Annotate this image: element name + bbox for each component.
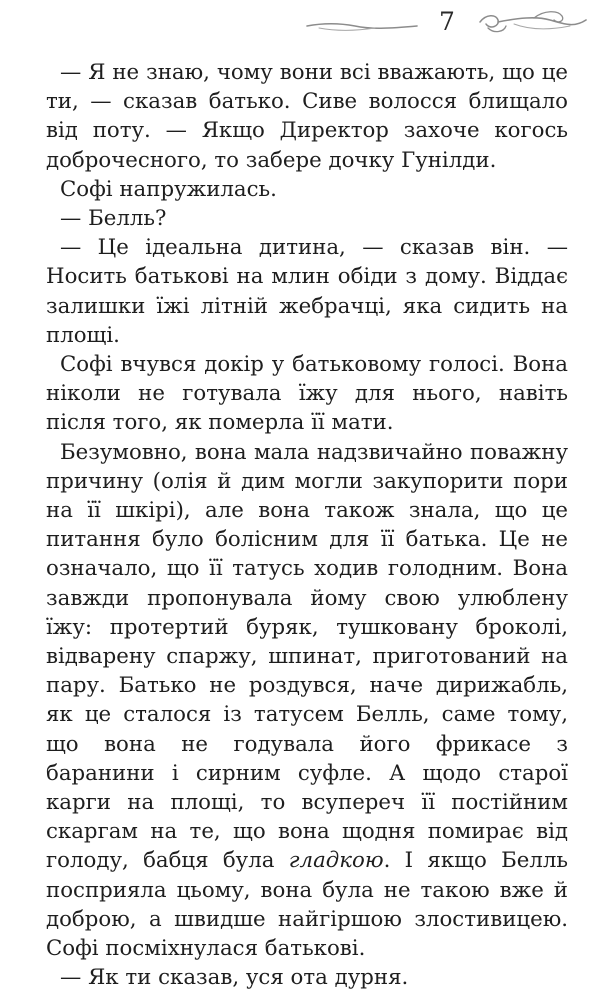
emphasized-word: гладкою <box>288 848 384 874</box>
flourish-left-ornament <box>305 10 420 36</box>
paragraph: — Як ти сказав, уся ота дурня. <box>60 965 409 991</box>
paragraph: Софі напружилась. <box>60 176 277 202</box>
paragraph <box>46 438 568 964</box>
flourish-right-ornament <box>474 6 590 38</box>
paragraph: — Я не знаю, чому вони всі вважають, що це ти, — сказав батько. Сиве волосся блищало від поту. — Якщо Директор захоче когось доброчесного, то забере дочку Гунілди. <box>46 60 568 173</box>
paragraph: Софі вчувся докір у батьковому голосі. Вона ніколи не готувала їжу для нього, навіть після того, як померла її мати. <box>46 352 568 436</box>
paragraph: — Белль? <box>60 206 167 232</box>
paragraph-text: . І якщо Белль посприяла цьому, вона була не такою вже й доброю, а швидше найгіршою злостивицею. Софі посміхнулася батькові. <box>46 848 568 962</box>
paragraph: — Це ідеальна дитина, — сказав він. — Носить батькові на млин обіди з дому. Віддає залишки їжі літній жебрачці, яка сидить на площі. <box>46 235 568 348</box>
body-text <box>46 58 568 993</box>
paragraph-text: Безумовно, вона мала надзвичайно поважну причину (олія й дим могли закупорити пори на її шкірі), але вона також знала, що це питання було болісним для її батька. Це не означало, що її татусь ходив голодним. Вона завжди пропонувала йому свою улюблену їжу: протертий буряк, тушковану броколі, відварену спаржу, шпинат, приготований на пару. Батько не роздувся, наче дирижабль, як це сталося із татусем Белль, саме тому, що вона не годувала його фрикасе з баранини і сирним суфле. А щодо старої карги на площі, то всупереч її постійним скаргам на те, що вона щодня помирає від голоду, бабця була <box>46 439 568 874</box>
page-number: 7 <box>439 7 455 36</box>
page-header <box>0 0 612 48</box>
